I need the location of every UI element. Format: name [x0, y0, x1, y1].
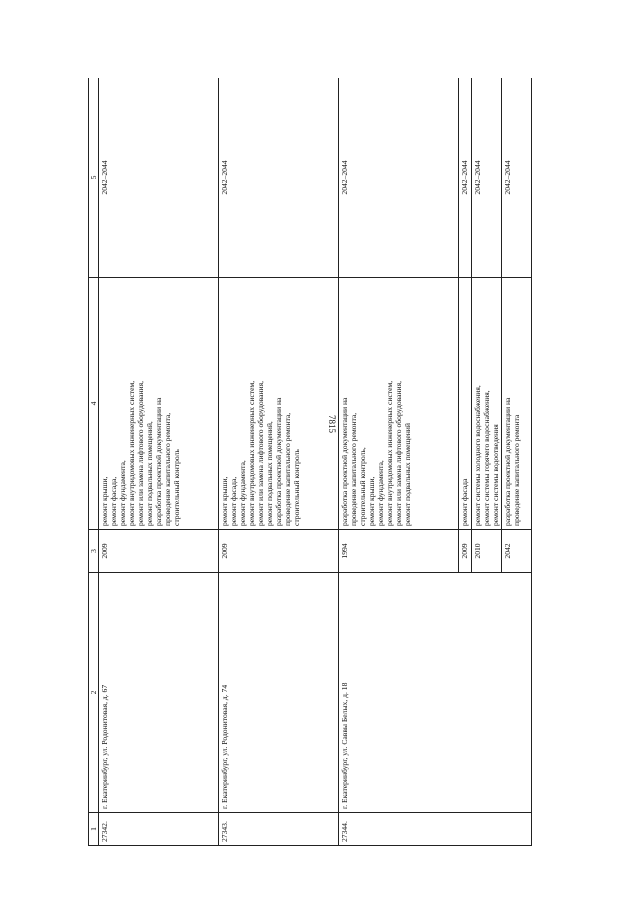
work-item: ремонт внутридомовых инженерных систем, [127, 380, 136, 526]
work-item: ремонт фундамента, [238, 460, 247, 526]
work-item: разработка проектной документации на [503, 397, 512, 526]
period-cell: 2042–2044 [472, 78, 502, 278]
column-number-row [89, 78, 99, 846]
work-item: ремонт крыши, [100, 476, 109, 526]
work-item: проведение капитального ремонта, [283, 412, 292, 526]
column-number: 4 [89, 278, 99, 530]
repair-schedule-table [88, 78, 532, 846]
work-item: ремонт или замена лифтового оборудования, [136, 381, 145, 526]
work-item: разработка проектной документации на [274, 397, 283, 526]
work-item: ремонт фасада, [109, 476, 118, 526]
works-cell [502, 278, 532, 530]
table-row [339, 78, 459, 846]
works-cell [472, 278, 502, 530]
period-cell: 2042–2044 [99, 78, 219, 278]
period-cell: 2042–2044 [219, 78, 339, 278]
table-row [99, 78, 219, 846]
work-item: разработка проектной документации на [340, 397, 349, 526]
work-item: ремонт системы водоотведения [491, 424, 500, 526]
year-cell: 2010 [472, 530, 502, 573]
column-number: 2 [89, 573, 99, 813]
year-cell: 2009 [459, 530, 472, 573]
work-item: ремонт подвальных помещений, [265, 421, 274, 526]
period-cell: 2042–2044 [459, 78, 472, 278]
address-cell: г. Екатеринбург, ул. Саввы Белых, д. 18 [339, 573, 532, 813]
work-item: проведение капитального ремонта, [349, 412, 358, 526]
work-item: ремонт или замена лифтового оборудования, [394, 381, 403, 526]
column-number: 1 [89, 813, 99, 846]
work-item: строительный контроль [292, 449, 301, 526]
works-cell [459, 278, 472, 530]
work-item: ремонт фасада, [229, 476, 238, 526]
works-cell [99, 278, 219, 530]
work-item: проведение капитального ремонта [512, 414, 521, 526]
work-item: ремонт системы горячего водоснабжения, [482, 390, 491, 526]
works-cell [219, 278, 339, 530]
address-cell: г. Екатеринбург, ул. Родонитовая, д. 74 [219, 573, 339, 813]
column-number: 5 [89, 78, 99, 278]
year-cell: 2042 [502, 530, 532, 573]
row-number: 27342. [99, 813, 219, 846]
work-item: ремонт фундамента, [118, 460, 127, 526]
year-cell: 2009 [99, 530, 219, 573]
work-item: ремонт внутридомовых инженерных систем, [247, 380, 256, 526]
work-item: ремонт подвальных помещений [403, 423, 412, 526]
table-row [219, 78, 339, 846]
year-cell: 1994 [339, 530, 459, 573]
period-cell: 2042–2044 [502, 78, 532, 278]
work-item: ремонт крыши, [220, 476, 229, 526]
row-number: 27343. [219, 813, 339, 846]
work-item: ремонт внутридомовых инженерных систем, [385, 380, 394, 526]
work-item: строительный контроль, [358, 447, 367, 526]
work-item: строительный контроль [172, 449, 181, 526]
work-item: ремонт системы холодного водоснабжения, [473, 385, 482, 526]
rotated-table-area [88, 78, 536, 846]
work-item: ремонт подвальных помещений, [145, 421, 154, 526]
work-item: ремонт или замена лифтового оборудования, [256, 381, 265, 526]
works-cell [339, 278, 459, 530]
work-item: ремонт фундамента, [376, 460, 385, 526]
work-item: ремонт фасада [460, 478, 469, 526]
address-cell: г. Екатеринбург, ул. Родонитовая, д. 67 [99, 573, 219, 813]
year-cell: 2009 [219, 530, 339, 573]
work-item: проведение капитального ремонта, [163, 412, 172, 526]
period-cell: 2042–2044 [339, 78, 459, 278]
table-sheet [88, 78, 536, 846]
column-number: 3 [89, 530, 99, 573]
work-item: разработка проектной документации на [154, 397, 163, 526]
row-number: 27344. [339, 813, 532, 846]
page-number: 7815 [327, 415, 337, 433]
work-item: ремонт крыши, [367, 476, 376, 526]
